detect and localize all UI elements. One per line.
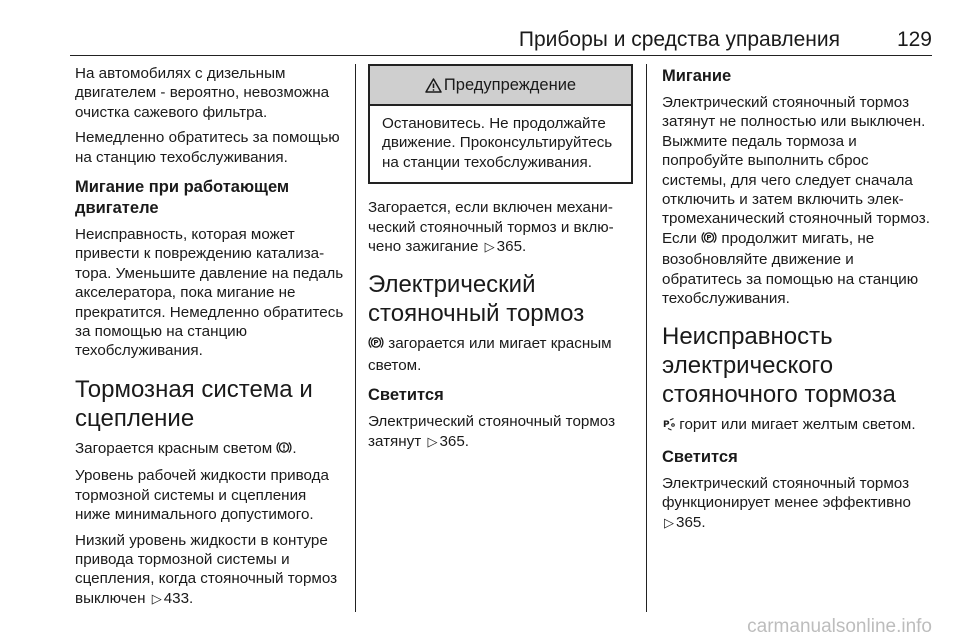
- text: Низкий уровень жидкости в контуре привода тормозной системы и сцепления, когда стояночный тормоз выключен: [75, 531, 338, 607]
- brake-warning-icon: [276, 440, 292, 460]
- page-reference[interactable]: 365.: [496, 238, 527, 256]
- paragraph: [368, 334, 633, 375]
- page-reference[interactable]: 365.: [439, 432, 469, 450]
- text: Электрический стояночный тормоз функционирует менее эффективно: [662, 474, 911, 512]
- header-rule: [70, 55, 932, 56]
- text: .: [292, 439, 297, 457]
- reference-arrow-icon: ▷: [427, 433, 438, 449]
- paragraph: [368, 412, 633, 451]
- page-reference[interactable]: 365.: [676, 513, 706, 531]
- svg-text:P: P: [663, 420, 670, 431]
- reference-arrow-icon: ▷: [484, 239, 495, 255]
- paragraph: Немедленно обратитесь за помощью на станцию техобслуживания.: [75, 129, 340, 166]
- parking-brake-icon: [368, 335, 384, 355]
- page-title: Приборы и средства управления: [518, 28, 840, 51]
- column-3: [662, 64, 932, 538]
- paragraph: Уровень рабочей жидкости привода тормозной системы и сцепления ниже минимального допустимого.: [75, 467, 329, 524]
- column-divider-2: [646, 64, 647, 612]
- parking-brake-icon: [701, 230, 717, 250]
- text: загорается или мигает красным светом.: [368, 335, 612, 374]
- page-header: [70, 24, 932, 56]
- section-heading-epb-fault: Неисправность электрического стояночного тормоза: [662, 323, 896, 409]
- text: горит или мигает желтым светом.: [679, 416, 916, 434]
- svg-text:P: P: [373, 339, 379, 348]
- text: Электрический стояночный тормоз затянут: [368, 413, 616, 450]
- section-heading-on: Светится: [368, 386, 444, 405]
- text: Загорается, если включен механический стояночный тормоз и включено зажигание: [368, 199, 614, 256]
- svg-text:P: P: [706, 233, 712, 242]
- warning-title: Предупреждение: [443, 76, 577, 94]
- paragraph: [662, 474, 932, 532]
- text: Электрический стояночный тормоз затянут не полностью или выключен. Выжмите педаль тормоза и попробуйте выполнить сброс системы, для чего следует сначала отключить и затем включить электромеханический стояночный тормоз. Если: [662, 94, 930, 247]
- paragraph: [662, 415, 932, 436]
- watermark: carmanualsonline.info: [747, 616, 932, 637]
- paragraph: [75, 531, 345, 609]
- paragraph: [75, 439, 345, 460]
- column-divider-1: [355, 64, 356, 612]
- warning-text: Остановитесь. Не продолжайте движение. Проконсультируйтесь на станции техобслуживания.: [382, 115, 613, 171]
- page-number: 129: [896, 28, 932, 51]
- paragraph: [662, 93, 932, 308]
- epb-fault-icon: [662, 417, 675, 436]
- paragraph: На автомобилях с дизельным двигателем - вероятно, невозможна очистка сажевого фильтра.: [75, 65, 330, 121]
- column-1: [75, 64, 345, 614]
- section-heading-blink: Мигание при работающем двигателе: [75, 178, 290, 218]
- section-heading-brake-system: Тормозная система и сцепление: [75, 375, 313, 432]
- warning-triangle-icon: [425, 69, 442, 107]
- section-heading-on: Светится: [662, 447, 738, 466]
- reference-arrow-icon: ▷: [664, 514, 674, 530]
- paragraph: Неисправность, которая может привести к повреждению катализатора. Уменьшите давление на педаль акселератора, пока мигание не прекратится. Немедленно обратитесь за помощью на станцию техобслуживания.: [75, 226, 344, 360]
- text: продолжит мигать, не возобновляйте движение и обратитесь за помощью на станцию техобслуживания.: [662, 229, 919, 308]
- text: Загорается красным светом: [75, 439, 273, 457]
- reference-arrow-icon: ▷: [151, 590, 162, 606]
- section-heading-epb: Электрический стояночный тормоз: [368, 271, 585, 328]
- warning-box: [368, 64, 633, 184]
- warning-header: [370, 66, 631, 106]
- page-reference[interactable]: 433.: [163, 589, 194, 607]
- paragraph: [368, 198, 633, 256]
- column-2: [368, 64, 633, 457]
- section-heading-blink: Мигание: [662, 67, 732, 85]
